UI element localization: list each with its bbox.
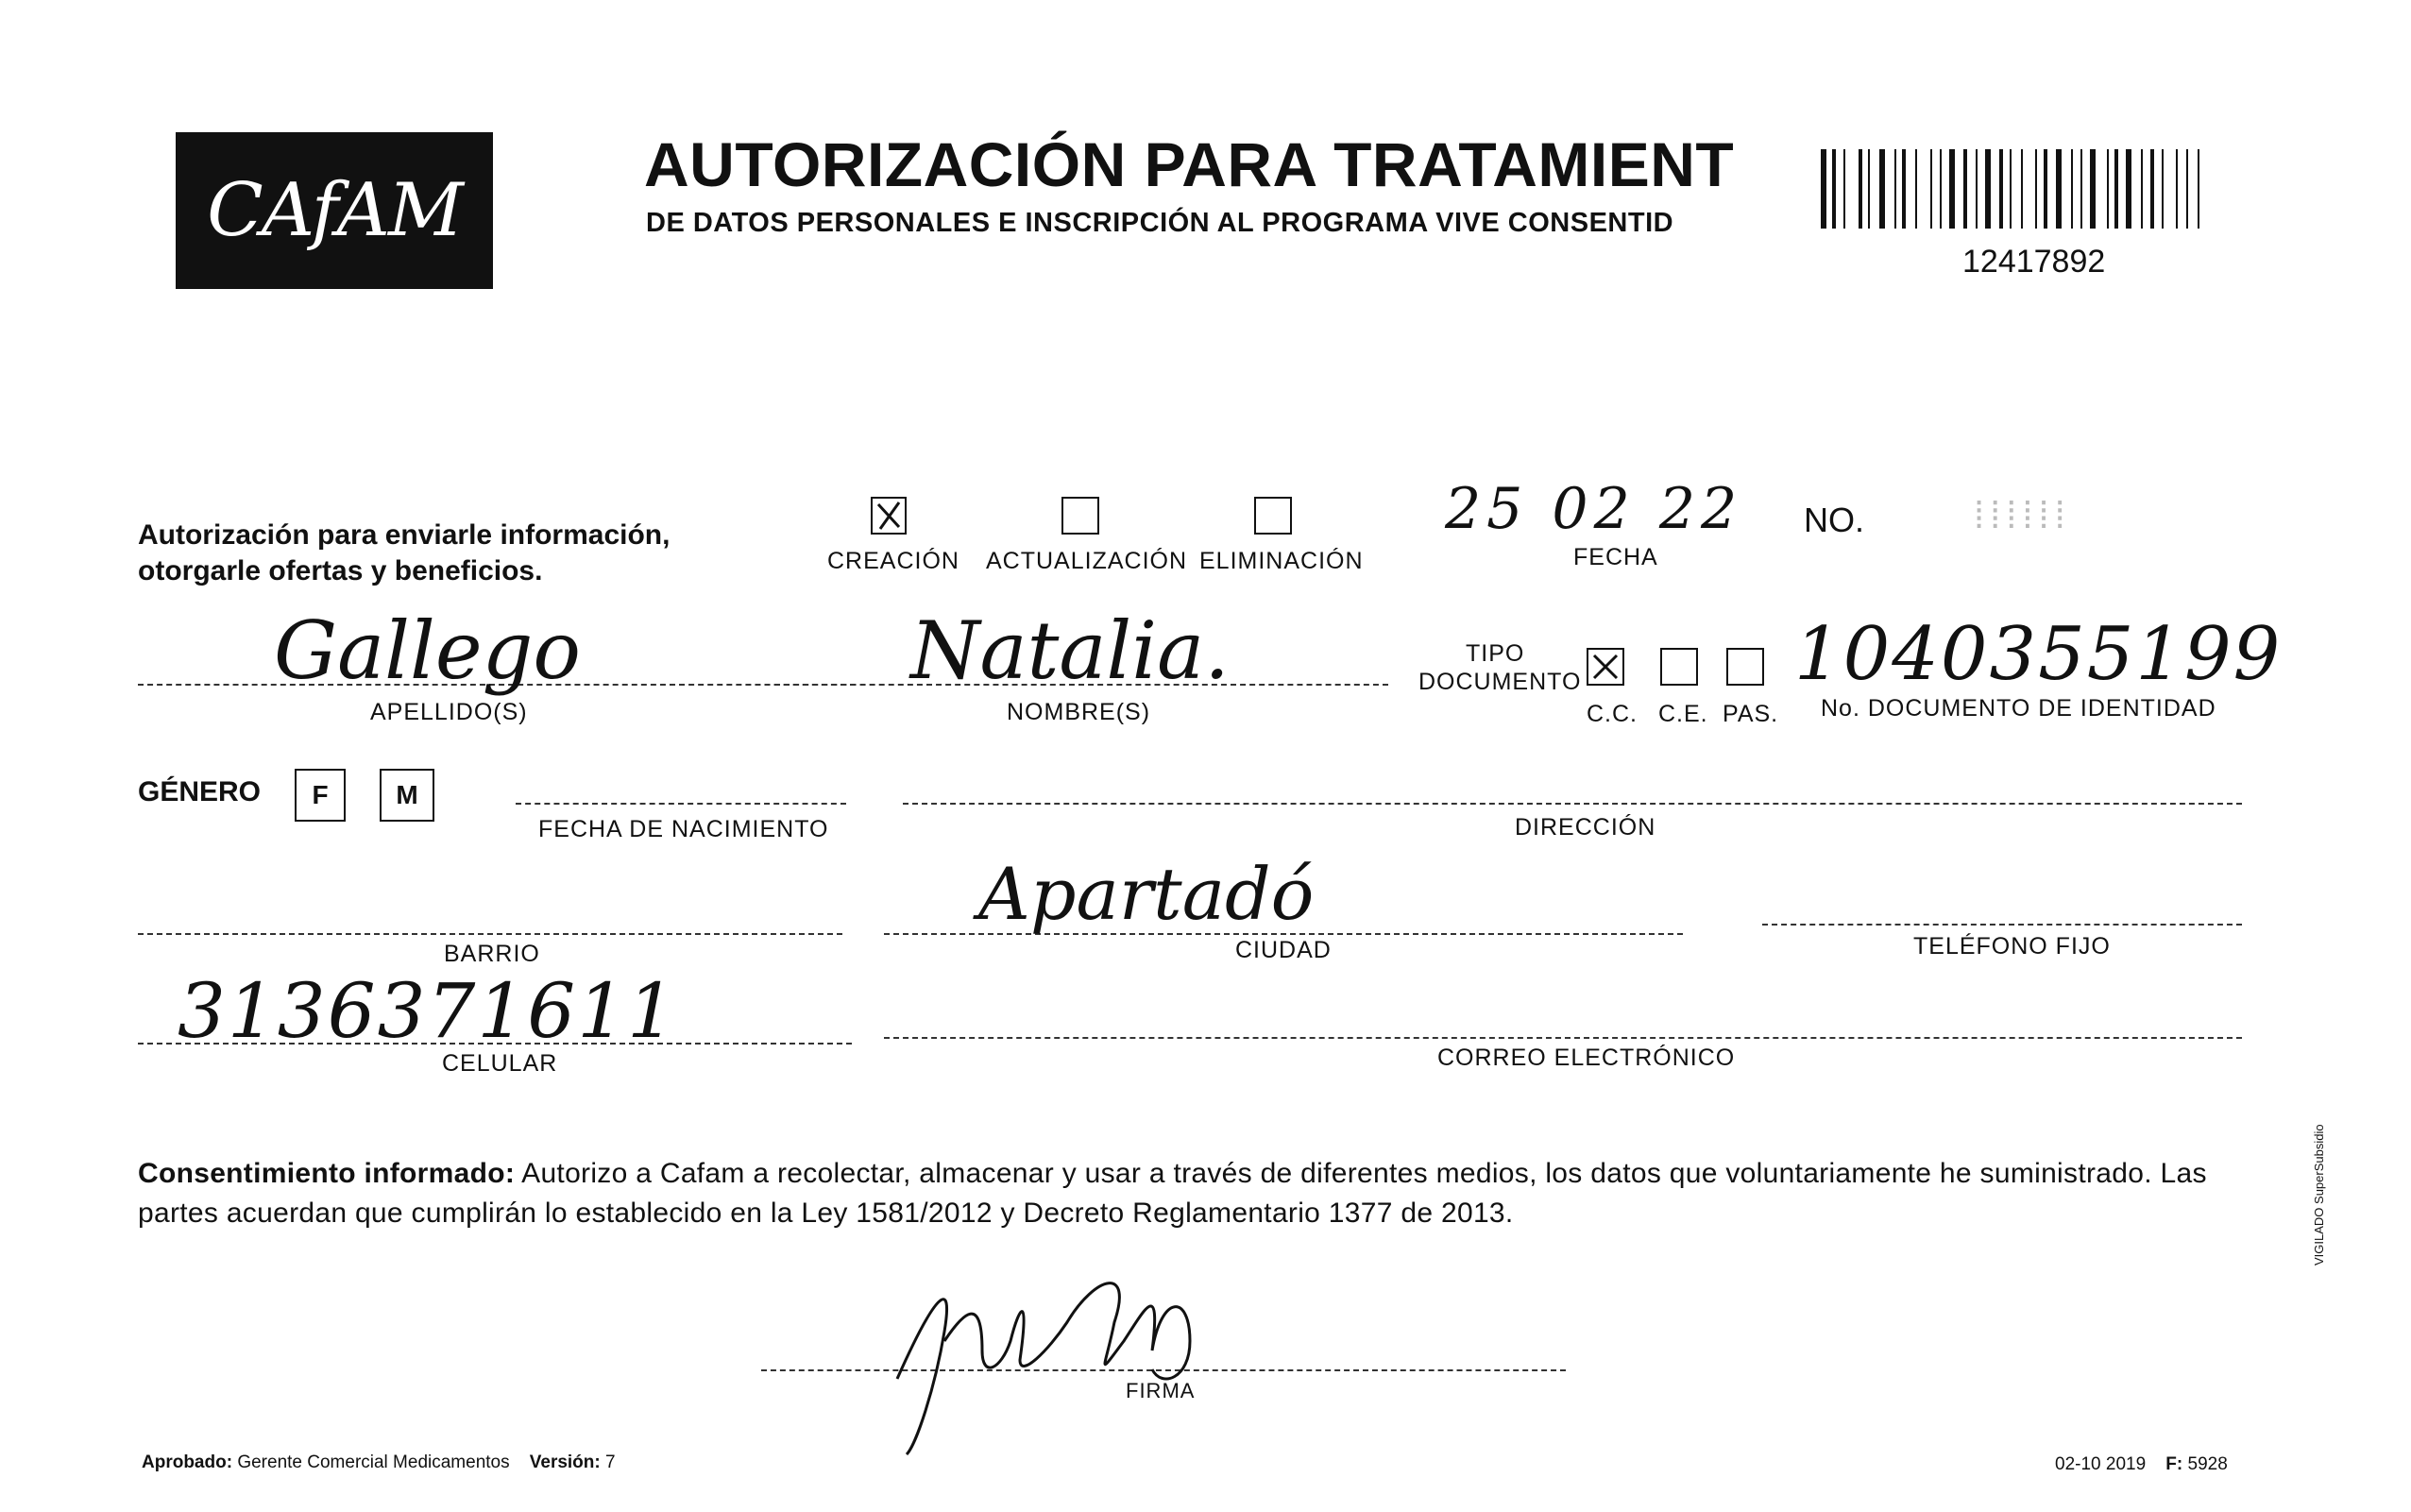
telefono-label: TELÉFONO FIJO [1913,933,2111,960]
documento-label: No. DOCUMENTO DE IDENTIDAD [1821,695,2216,722]
barcode-bar [2134,149,2136,229]
barcode-bar [2192,149,2196,229]
barcode-bar [1915,149,1917,229]
barcode-bar [1976,149,1978,229]
logo-text: CAfAM [207,168,462,253]
barcode-bar [2162,149,2164,229]
barcode-bar [1859,149,1862,229]
barcode-bar [1958,149,1960,229]
vigilado-text: VIGILADO SuperSubsidio [2312,1124,2326,1266]
barcode-bar [2074,149,2078,229]
genero-label: GÉNERO [138,776,262,807]
form-code-label: F: [2165,1454,2183,1474]
barcode-bar [2005,149,2007,229]
barcode-bar [1981,149,1983,229]
barcode-bar [2071,149,2073,229]
version-label: Versión: [529,1453,601,1472]
barcode-bar [1879,149,1885,229]
barcode-bar [2021,149,2023,229]
barcode-bar [2150,149,2154,229]
barcode-bar [1848,149,1854,229]
barcode-bar [2087,149,2089,229]
direccion-line [903,803,2242,805]
firma-label: FIRMA [1126,1379,1196,1402]
aprobado-label: Aprobado: [142,1453,233,1472]
barcode-bar [1875,149,1878,229]
fecha-nacimiento-label: FECHA DE NACIMIENTO [538,816,829,842]
ce-label: C.E. [1658,701,1708,727]
consent-text: Autorizo a Cafam a recolectar, almacenar y usar a través de diferentes medios, los datos que voluntariamente he suministrado. Las partes acuerdan que cumplirán lo establecido en la Ley 1581/2012 y Decreto Reglamentario 1377 de 2013. [138,1158,2207,1229]
tipo-label-line1: TIPO [1466,640,1525,667]
creacion-label: CREACIÓN [827,548,959,574]
barcode-bar [1894,149,1896,229]
barcode-bar [1821,149,1826,229]
pas-label: PAS. [1723,701,1779,727]
barcode-bar [1827,149,1829,229]
genero-f-box[interactable]: F [295,769,346,822]
barcode-bar [2107,149,2109,229]
authorization-heading-line2: otorgarle ofertas y beneficios. [138,555,543,586]
barcode-bar [2114,149,2118,229]
barcode-bar [2144,149,2148,229]
correo-line [884,1037,2242,1039]
barcode-bar [1910,149,1914,229]
barcode-bar [2010,149,2012,229]
barcode-bar [1843,149,1845,229]
barcode-bar [1902,149,1906,229]
eliminacion-checkbox[interactable] [1254,497,1292,535]
direccion-label: DIRECCIÓN [1515,814,1656,841]
barcode-bar [1832,149,1836,229]
barcode-bar [2039,149,2041,229]
eliminacion-label: ELIMINACIÓN [1199,548,1364,574]
fecha-nacimiento-line [516,803,846,805]
ciudad-label: CIUDAD [1235,937,1332,963]
barcode-number: 12417892 [1962,244,2106,280]
cc-label: C.C. [1587,701,1638,727]
barcode-bar [1994,149,1995,229]
barcode-bar [2051,149,2055,229]
barcode-bar [2123,149,2125,229]
barcode-bar [1945,149,1947,229]
cafam-logo [176,132,493,289]
barcode-bar [2180,149,2183,229]
nombres-value[interactable]: Natalia. [910,604,1230,697]
version-value: 7 [605,1453,616,1472]
tipo-label-line2: DOCUMENTO [1418,669,1582,695]
barcode [1821,149,2202,229]
barcode-bar [1985,149,1991,229]
apellidos-label: APELLIDO(S) [370,699,528,725]
barcode-bar [1963,149,1967,229]
barcode-bar [2026,149,2031,229]
check-mark-icon [1588,650,1622,684]
barcode-bar [2098,149,2102,229]
barcode-bar [2090,149,2096,229]
no-label: NO. [1804,501,1865,539]
form-title: AUTORIZACIÓN PARA TRATAMIENT [644,129,1735,199]
pas-checkbox[interactable] [1726,648,1764,686]
date-code: 02-10 2019 [2055,1454,2147,1474]
barcode-bar [2015,149,2019,229]
creacion-checkbox[interactable] [871,497,907,535]
barcode-bar [1940,149,1942,229]
barcode-bar [2064,149,2066,229]
fecha-value[interactable]: 25 02 22 [1445,476,1743,542]
barcode-bar [2166,149,2172,229]
actualizacion-label: ACTUALIZACIÓN [986,548,1188,574]
form-code-value: 5928 [2187,1454,2228,1474]
correo-label: CORREO ELECTRÓNICO [1437,1045,1736,1071]
barcode-bar [2159,149,2161,229]
footer-aprobado [142,1453,616,1473]
consent-heading: Consentimiento informado: [138,1158,516,1189]
apellidos-value[interactable]: Gallego [274,604,581,697]
barcode-bar [1863,149,1865,229]
authorization-heading-line1: Autorización para enviarle información, [138,519,671,551]
form-subtitle: DE DATOS PERSONALES E INSCRIPCIÓN AL PROGRAMA VIVE CONSENTID [646,208,1674,238]
barcode-bar [2110,149,2112,229]
barcode-bar [1897,149,1899,229]
barcode-bar [1949,149,1955,229]
barcode-bar [1930,149,1932,229]
aprobado-value: Gerente Comercial Medicamentos [237,1453,510,1472]
barcode-bar [2176,149,2178,229]
barcode-bar [1868,149,1870,229]
signature-image [878,1237,1237,1464]
barcode-bar [1969,149,1973,229]
cc-checkbox[interactable] [1587,648,1624,686]
ce-checkbox[interactable] [1660,648,1698,686]
fecha-label: FECHA [1573,544,1658,570]
barcode-bar [1841,149,1842,229]
barcode-bar [1920,149,1926,229]
barcode-bar [2126,149,2131,229]
ciudad-value[interactable]: Apartadó [978,852,1315,936]
celular-value[interactable]: 3136371611 [178,967,677,1055]
barcode-bar [2080,149,2082,229]
barcode-bar [2198,149,2199,229]
barcode-bar [2035,149,2037,229]
serial-number-faded: ⁞⁞⁞⁞⁞⁞ [1974,495,2071,536]
genero-m-box[interactable]: M [380,769,434,822]
barrio-label: BARRIO [444,941,540,967]
check-mark-icon [873,499,905,533]
barcode-bar [1999,149,2003,229]
barcode-bar [2186,149,2188,229]
telefono-line [1762,924,2242,926]
barcode-bar [2056,149,2062,229]
documento-value[interactable]: 1040355199 [1794,612,2283,697]
footer-codes [2055,1454,2228,1475]
celular-label: CELULAR [442,1050,558,1077]
barcode-bar [2044,149,2047,229]
barcode-bar [1933,149,1937,229]
actualizacion-checkbox[interactable] [1061,497,1099,535]
barcode-bar [2141,149,2143,229]
barcode-bar [1888,149,1890,229]
nombres-label: NOMBRE(S) [1007,699,1151,725]
barrio-line [138,933,842,935]
consent-paragraph [138,1154,2229,1233]
